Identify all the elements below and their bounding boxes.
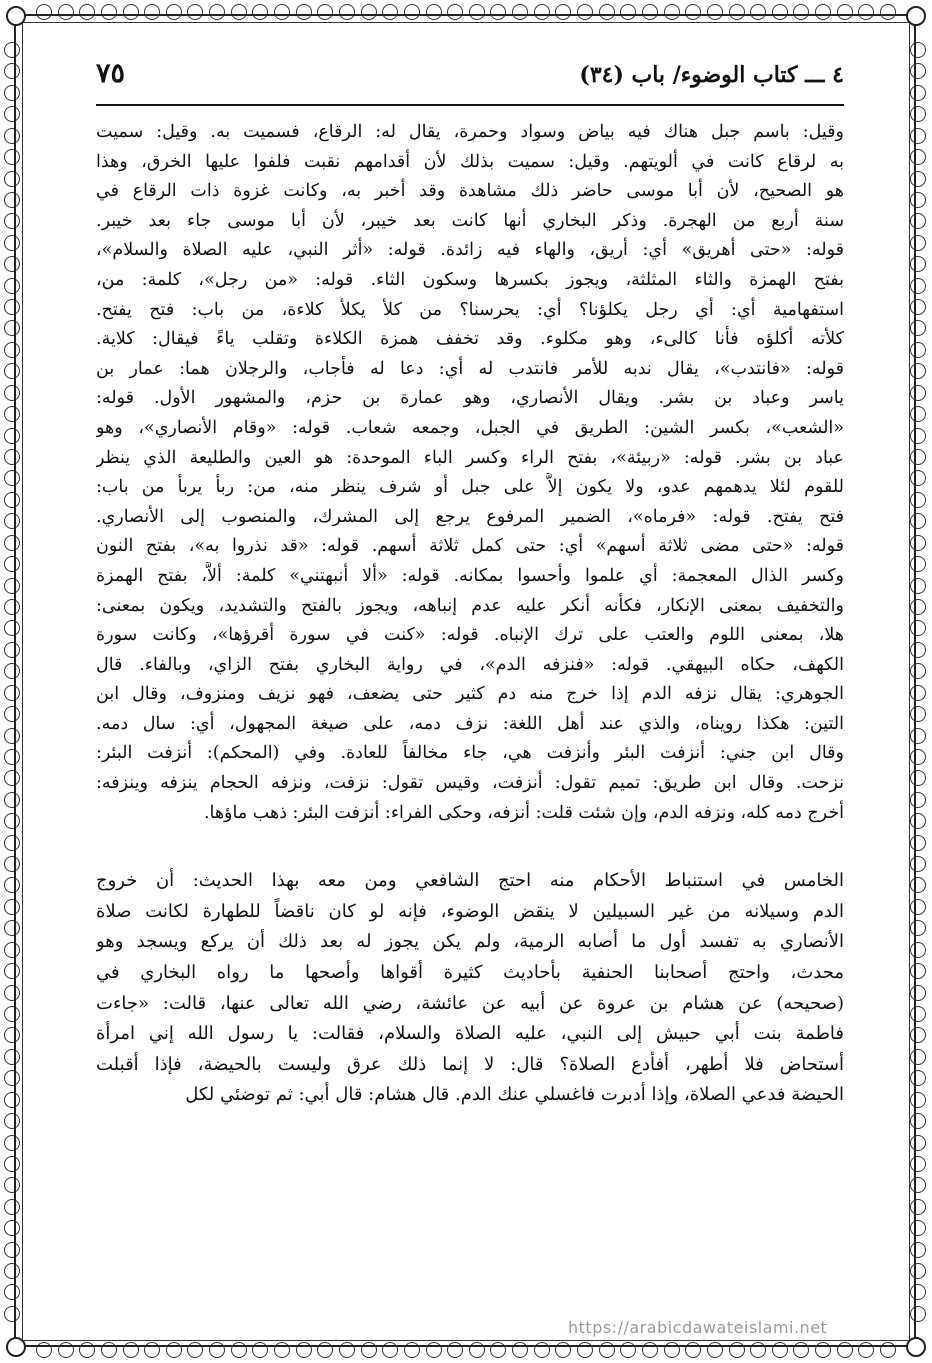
text-line: هو الصحيح، لأن أبا موسى حاضر ذلك مشاهدة وقد أخبر به، وكانت غزوة ذات الرقاع في xyxy=(96,181,844,202)
text-line: وقال ابن جني: أنزفت البئر وأنزفت هي، جاء مخالفاً للعادة. وفي (المحكم): أنزفت البئر: xyxy=(96,743,844,764)
text-line: قوله: «حتى أهريق» أي: أريق، والهاء فيه زائدة. قوله: «أثر النبي، عليه الصلاة والسلام»، xyxy=(96,240,844,261)
text-line: قوله: «فانتدب»، يقال ندبه للأمر فانتدب له أي: دعا له فأجاب، والرجلان هما: عمار بن xyxy=(96,358,844,379)
corner-ornament-icon xyxy=(906,6,926,26)
text-line: للقوم لئلا يدهمهم عدو، ولا يكون إلاَّ على جبل أو شرف ينظر منه، من: ربأ يربأ من باب: xyxy=(96,477,844,498)
text-line: أستحاض فلا أطهر، أفأدع الصلاة؟ قال: لا إنما ذلك عرق وليست بالحيضة، فإذا أقبلت xyxy=(96,1053,844,1075)
text-line: (صحيحه) عن هشام بن عروة عن أبيه عن عائشة، رضي الله تعالى عنها، قالت: «جاءت xyxy=(96,992,844,1014)
corner-ornament-icon xyxy=(906,1337,926,1357)
text-line: والتخفيف بمعنى الإنكار، فكأنه أنكر عليه عدم إنباهه، ويجوز بالفتح والتشديد، ويكون بمعنى: xyxy=(96,595,844,616)
text-line: أخرج دمه كله، ونزفه الدم، وإن شئت قلت: أنزفه، وحكى الفراء: أنزفت البئر: ذهب ماؤها. xyxy=(203,802,844,823)
text-line: سنة أربع من الهجرة. وذكر البخاري أنها كانت بعد خيبر، لأن أبا موسى جاء بعد خيبر. xyxy=(96,210,844,231)
text-line: الكهف، حكاه البيهقي. قوله: «فنزفه الدم»، في رواية البخاري بفتح الزاي، وبالفاء. قال xyxy=(96,654,844,675)
header-divider xyxy=(96,104,844,106)
corner-ornament-icon xyxy=(6,1337,26,1357)
text-line: «الشعب»، بكسر الشين: الطريق في الجبل، وجمعه شعاب. قوله: «وقام الأنصاري»، وهو xyxy=(96,417,844,438)
text-line: عباد بن بشر. قوله: «ربيئة»، بفتح الراء وكسر الباء الموحدة: هو العين والطليعة الذي ينظر xyxy=(96,447,844,468)
running-title: ٤ ـــ كتاب الوضوء/ باب (٣٤) xyxy=(579,62,844,88)
paragraph-commentary xyxy=(96,118,844,828)
text-line: بفتح الهمزة والثاء المثلثة، ويجوز بكسرها وسكون الثاء. قوله: «من رجل»، كلمة: من، xyxy=(96,269,844,290)
text-line: الدم وسيلانه من غير السبيلين لا ينقض الوضوء، فإنه لو كان ناقضاً للطهارة لكانت صلاة xyxy=(96,900,844,922)
text-line: كلأته أكلؤه فأنا كالىء، وهو مكلوء. وقد تخفف همزة الكلاءة وتقلب ياءً فيقال: كلاية. xyxy=(96,329,844,350)
text-line: الجوهري: يقال نزفه الدم إذا خرج منه دم كثير حتى يضعف، فهو نزيف ومنزوف، وقال ابن xyxy=(96,684,844,705)
text-line: التين: هكذا رويناه، والذي عند أهل اللغة: نزف دمه، على صيغة المجهول، أي: سال دمه. xyxy=(96,713,844,734)
text-line: به لرقاع كانت في ألويتهم. وقيل: سميت بذلك لأن أقدامهم نقبت فلفوا عليها الخرق، وهذا xyxy=(96,151,844,172)
page-number: ٧٥ xyxy=(96,58,126,89)
paragraph-gap xyxy=(96,828,844,866)
watermark-url: https://arabicdawateislami.net xyxy=(568,1318,828,1337)
text-line: ياسر وعباد بن بشر. ويقال الأنصاري، وهو عمارة بن حزم، والمشهور الأول. قوله: xyxy=(96,388,844,409)
text-line: وقيل: باسم جبل هناك فيه بياض وسواد وحمرة، يقال له: الرقاع، فسميت به. وقيل: سميت xyxy=(96,122,844,142)
text-line: وكسر الذال المعجمة: أي علموا وأحسوا بمكانه. قوله: «ألا أنبهتني» كلمة: ألاَّ، بفتح الهمزة xyxy=(96,565,844,586)
text-line: هلا، بمعنى اللوم والعتب على ترك الإنباه. قوله: «كنت في سورة أقرؤها»، وكانت سورة xyxy=(96,625,844,646)
text-line: فتح يفتح. قوله: «فرماه»، الضمير المرفوع يرجع إلى المشرك، والمنصوب إلى الأنصاري. xyxy=(96,506,844,527)
text-line: الخامس في استنباط الأحكام منه احتج الشافعي ومن معه بهذا الحديث: أن خروج xyxy=(96,870,844,892)
text-line: الأنصاري به تفسد أول ما أصابه الرمية، ولم يكن يجوز له بعد ذلك أن يركع ويسجد وهو xyxy=(96,931,844,953)
text-line: محدث، واحتج أصحابنا الحنفية بأحاديث كثيرة أقواها وأصحها ما رواه البخاري في xyxy=(96,962,844,984)
paragraph-rulings xyxy=(96,866,844,1111)
text-line: الحيضة فدعي الصلاة، وإذا أدبرت فاغسلي عنك الدم. قال هشام: قال أبي: ثم توضئي لكل xyxy=(185,1084,844,1106)
text-line: قوله: «حتى مضى ثلاثة أسهم» أي: حتى كمل ثلاثة أسهم. قوله: «قد نذروا به»، بفتح النون xyxy=(96,536,844,557)
body-text xyxy=(96,118,844,1111)
text-line: استفهامية أي: أي رجل يكلؤنا؟ أي: يحرسنا؟ من كلأ يكلأ كلاءة، من باب: فتح يفتح. xyxy=(96,299,844,320)
page-header xyxy=(96,58,844,98)
text-line: نزحت. وقال ابن طريق: تميم تقول: أنزفت، وقيس تقول: نزفت، ونزفه الحجام ينزفه وينزفه: xyxy=(96,773,844,794)
corner-ornament-icon xyxy=(6,6,26,26)
text-line: فاطمة بنت أبي حبيش إلى النبي، عليه الصلاة والسلام، فقالت: يا رسول الله إني امرأة xyxy=(96,1023,844,1045)
